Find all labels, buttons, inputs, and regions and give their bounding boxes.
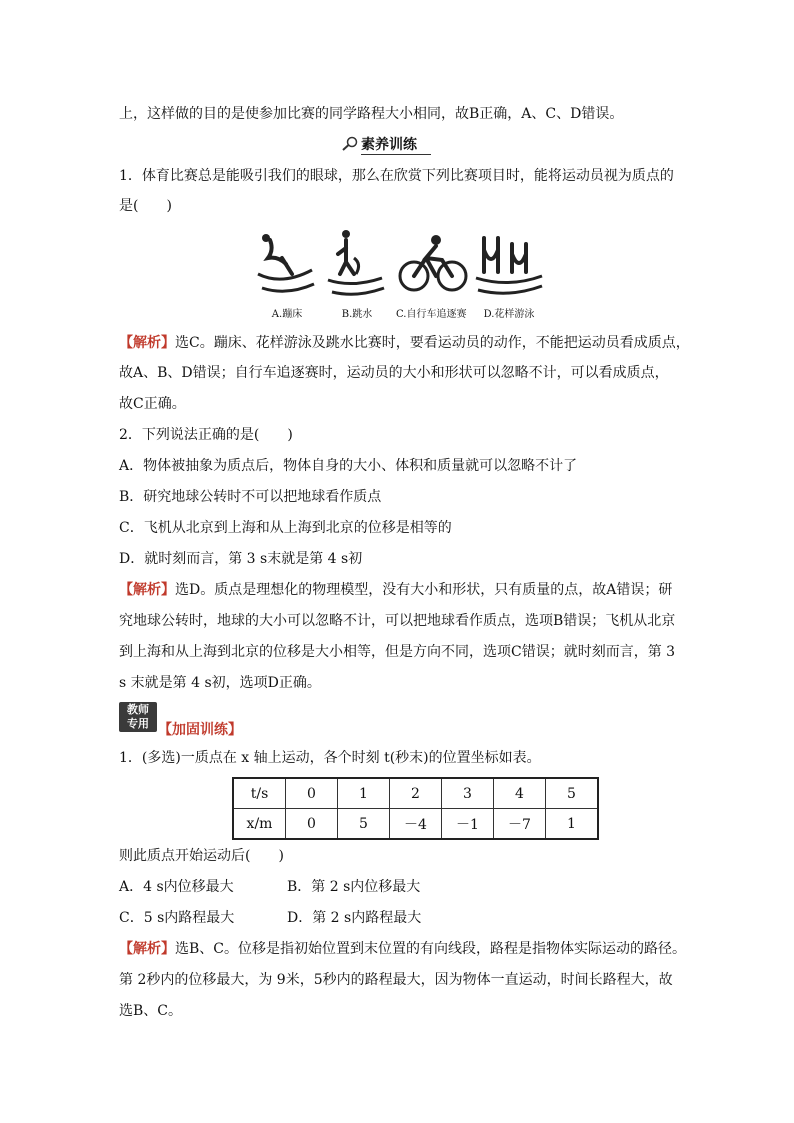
- table-cell: －4: [390, 809, 442, 840]
- badge-line2: 专用: [127, 717, 149, 730]
- table-cell: －7: [494, 809, 546, 840]
- diving-figure: [322, 228, 392, 320]
- q1-analysis-line3: 故C正确。: [119, 396, 186, 412]
- table-cell: 0: [286, 809, 338, 840]
- table-cell: 5: [546, 778, 599, 809]
- synchronized-swimming-figure: [474, 228, 544, 320]
- q2-analysis-line4: s 末就是第 4 s初，选项D正确。: [119, 675, 321, 691]
- section-title: 素养训练: [361, 137, 417, 153]
- q3-after-table: 则此质点开始运动后( ): [119, 848, 284, 864]
- q3-option-a: A．4 s内位移最大: [119, 879, 234, 895]
- q3-stem: 1．(多选)一质点在 x 轴上运动，各个时刻 t(秒末)的位置坐标如表。: [119, 750, 541, 766]
- q2-option-d: D．就时刻而言，第 3 s末就是第 4 s初: [119, 551, 363, 567]
- q2-analysis-line1: [119, 580, 672, 600]
- table-cell: x/m: [233, 809, 286, 840]
- q1-analysis-line2: 故A、B、D错误；自行车追逐赛时，运动员的大小和形状可以忽略不计，可以看成质点，: [119, 365, 669, 381]
- analysis-tag: 【解析】: [119, 335, 175, 351]
- q3-option-d: D．第 2 s内路程最大: [287, 910, 422, 926]
- sports-figure: [252, 228, 544, 320]
- figure-caption-b: B.跳水: [341, 309, 373, 320]
- q1-stem-line1: 1．体育比赛总是能吸引我们的眼球，那么在欣赏下列比赛项目时，能将运动员视为质点的: [119, 168, 674, 184]
- figure-caption-c: C.自行车追逐赛: [396, 309, 467, 320]
- table-cell: 3: [442, 778, 494, 809]
- q2-stem: 2．下列说法正确的是( ): [119, 427, 293, 443]
- trampoline-figure: [252, 228, 322, 320]
- q1-analysis-line1: [119, 333, 690, 353]
- q2-analysis-line2: 究地球公转时，地球的大小可以忽略不计，可以把地球看作质点，选项B错误；飞机从北京: [119, 613, 676, 629]
- cycling-figure: [396, 228, 466, 320]
- q2-analysis-line3: 到上海和从上海到北京的位移是大小相等，但是方向不同，选项C错误；就时刻而言，第 3: [119, 644, 676, 660]
- analysis-text: 选D。质点是理想化的物理模型，没有大小和形状，只有质量的点，故A错误；研: [175, 582, 673, 598]
- table-cell: 4: [494, 778, 546, 809]
- q2-option-c: C．飞机从北京到上海和从上海到北京的位移是相等的: [119, 520, 452, 536]
- table-row: [233, 809, 598, 840]
- teacher-only-badge: [119, 702, 157, 732]
- position-table: [232, 777, 599, 840]
- q3-option-c: C．5 s内路程最大: [119, 910, 235, 926]
- analysis-tag: 【解析】: [119, 582, 175, 598]
- section-heading: [341, 134, 461, 154]
- q1-stem-line2: 是( ): [119, 198, 172, 214]
- q2-option-a: A．物体被抽象为质点后，物体自身的大小、体积和质量就可以忽略不计了: [119, 458, 578, 474]
- figure-caption-d: D.花样游泳: [483, 309, 535, 320]
- table-row: [233, 778, 598, 809]
- table-cell: －1: [442, 809, 494, 840]
- table-cell: 0: [286, 778, 338, 809]
- magnifier-icon: [341, 136, 359, 156]
- q3-analysis-line1: [119, 939, 686, 959]
- table-cell: 2: [390, 778, 442, 809]
- q3-option-b: B．第 2 s内位移最大: [287, 879, 421, 895]
- figure-caption-a: A.蹦床: [271, 309, 303, 320]
- title-underline: [361, 154, 431, 155]
- intro-line: 上，这样做的目的是使参加比赛的同学路程大小相同，故B正确，A、C、D错误。: [119, 106, 624, 122]
- q2-option-b: B．研究地球公转时不可以把地球看作质点: [119, 489, 382, 505]
- analysis-text: 选C。蹦床、花样游泳及跳水比赛时，要看运动员的动作，不能把运动员看成质点，: [175, 335, 690, 351]
- table-cell: 1: [546, 809, 599, 840]
- analysis-text: 选B、C。位移是指初始位置到末位置的有向线段，路程是指物体实际运动的路径。: [175, 941, 686, 957]
- q3-analysis-line3: 选B、C。: [119, 1003, 182, 1019]
- table-cell: t/s: [233, 778, 286, 809]
- q3-analysis-line2: 第 2秒内的位移最大，为 9米，5秒内的路程最大，因为物体一直运动，时间长路程大，故: [119, 972, 673, 988]
- table-cell: 5: [338, 809, 390, 840]
- reinforce-title: 【加固训练】: [158, 722, 242, 738]
- table-cell: 1: [338, 778, 390, 809]
- badge-line1: 教师: [127, 703, 149, 716]
- analysis-tag: 【解析】: [119, 941, 175, 957]
